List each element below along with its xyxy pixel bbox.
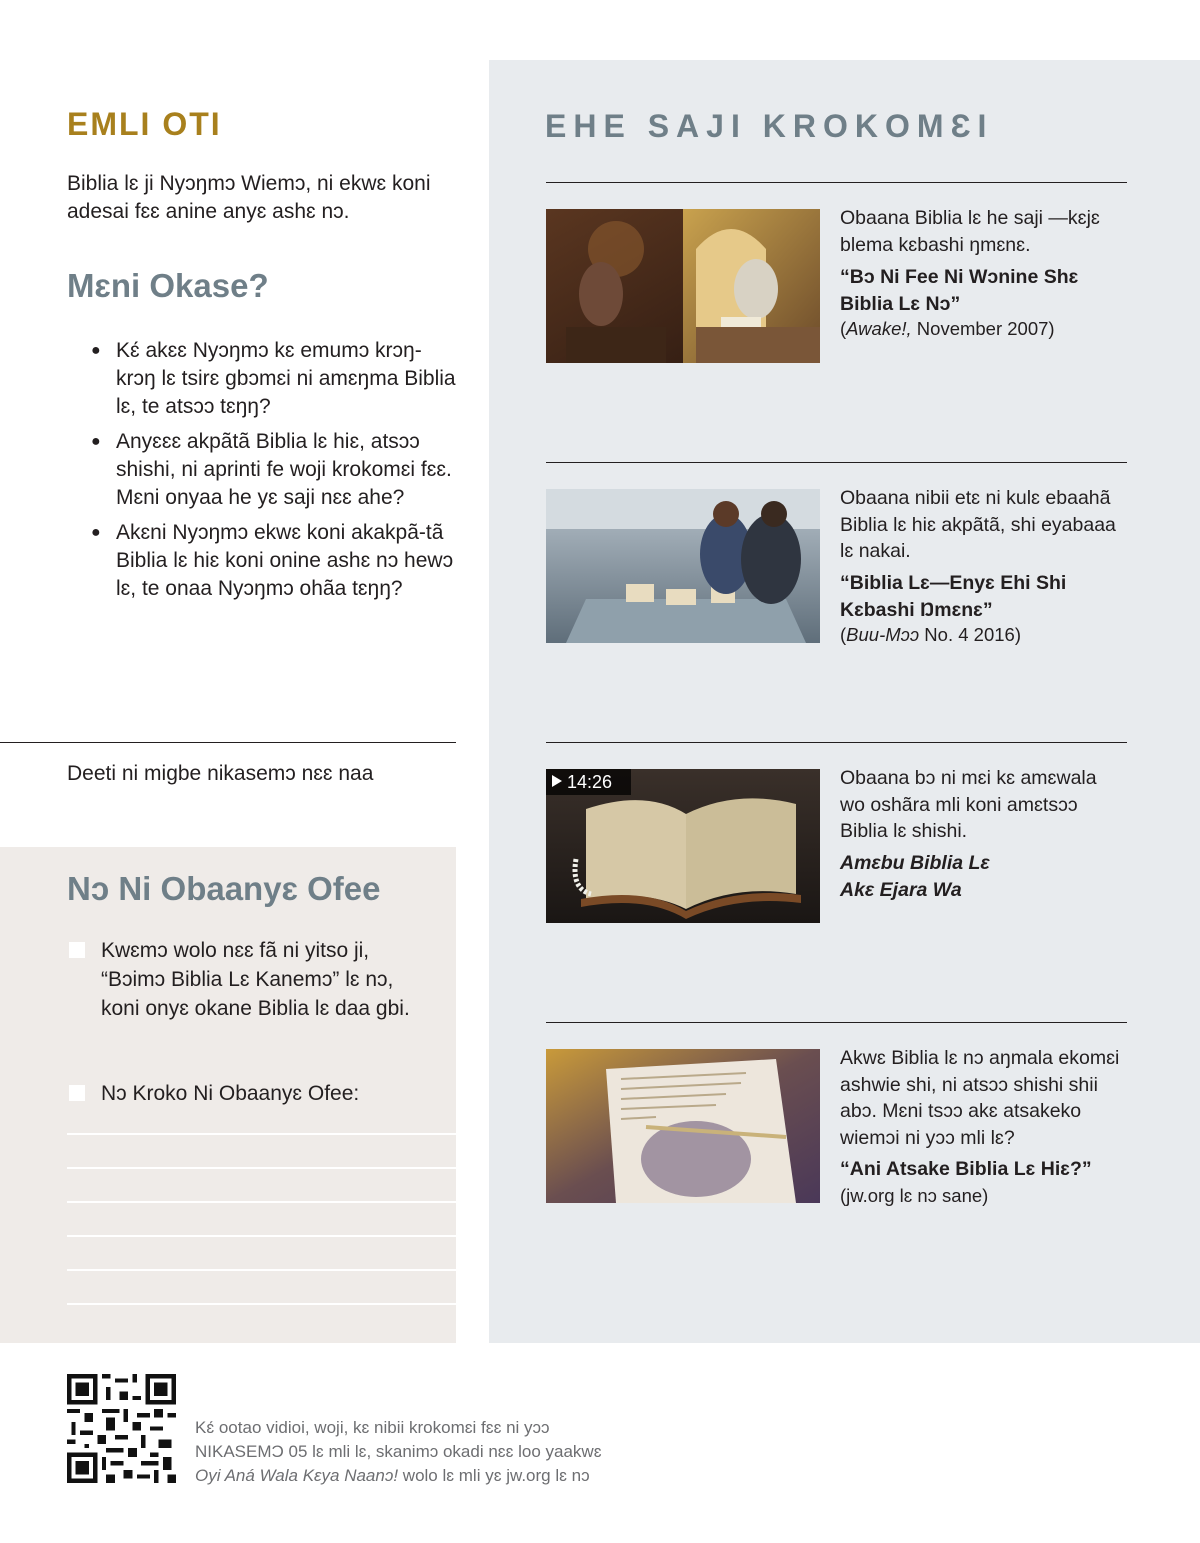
checkbox[interactable] [69, 942, 85, 958]
question-text: Akɛni Nyɔŋmɔ ekwɛ koni akakpã-tã Biblia lɛ hiɛ koni onine ashɛ nɔ hewɔ lɛ, te onaa Nyɔŋmɔ ohãa tɛŋŋ? [116, 521, 454, 600]
question-item [90, 428, 460, 512]
book-title: Oyi Aná Wala Kɛya Naanɔ! [195, 1466, 399, 1485]
manuscript-thumbnail[interactable] [546, 1049, 820, 1203]
question-text: Anyɛɛɛ akpãtã Biblia lɛ hiɛ, atsɔɔ shishi, ni aprinti fe woji krokomɛi fɛɛ. Mɛni onyaa he yɛ saji nɛɛ ahe? [116, 430, 452, 509]
date-completed-label: Deeti ni migbe nikasemɔ nɛɛ naa [67, 762, 374, 785]
summary-title: EMLI OTI [67, 106, 222, 142]
article-link[interactable]: “Bɔ Ni Fee Ni Wɔnine Shɛ Biblia Lɛ Nɔ” [840, 266, 1079, 315]
article-source: (Awake!, November 2007) [840, 318, 1055, 339]
item-description: Obaana Biblia lɛ he saji —kɛjɛ blema kɛbashi ŋmɛnɛ. [840, 207, 1100, 256]
question-text: Kɛ́ akɛɛ Nyɔŋmɔ kɛ emumɔ krɔŋ-krɔŋ lɛ tsirɛ gbɔmɛi ni amɛŋma Biblia lɛ, te atsɔɔ tɛŋŋ? [116, 339, 456, 418]
write-in-line[interactable] [67, 1235, 456, 1237]
write-in-line[interactable] [67, 1269, 456, 1271]
publication-issue: November 2007) [911, 318, 1055, 339]
try-item-text: Nɔ Kroko Ni Obaanyɛ Ofee: [101, 1082, 360, 1105]
question-item [90, 337, 460, 421]
qr-code[interactable] [67, 1374, 176, 1483]
divider [546, 742, 1127, 743]
video-duration-badge [546, 769, 631, 795]
try-item[interactable] [67, 936, 427, 1023]
bullet-icon: ● [91, 433, 101, 450]
divider [546, 182, 1127, 183]
summary-text: Biblia lɛ ji Nyɔŋmɔ Wiemɔ, ni ekwɛ koni adesai fɛɛ anine anyɛ ashɛ nɔ. [67, 172, 431, 223]
footer-line-3 [195, 1464, 715, 1488]
video-duration: 14:26 [567, 772, 613, 792]
try-item-text: Kwɛmɔ wolo nɛɛ fã ni yitso ji, “Bɔimɔ Biblia Lɛ Kanemɔ” lɛ nɔ, koni onyɛ okane Biblia lɛ daa gbi. [101, 939, 410, 1020]
divider [546, 1022, 1127, 1023]
item-description: Obaana bɔ ni mɛi kɛ amɛwala wo oshãra mli koni amɛtsɔɔ Biblia lɛ shishi. [840, 767, 1097, 842]
questions-title: Mɛni Okase? [67, 267, 269, 304]
video-thumbnail[interactable] [546, 769, 820, 923]
footer-line-1: Kɛ́ ootao vidioi, woji, kɛ nibii krokomɛi fɛɛ ni yɔɔ [195, 1418, 550, 1437]
footer-line-3-rest: wolo lɛ mli yɛ jw.org lɛ nɔ [398, 1466, 590, 1485]
museum-thumbnail[interactable] [546, 489, 820, 643]
checkbox[interactable] [69, 1085, 85, 1101]
publication-name: Awake!, [846, 318, 912, 339]
question-item [90, 519, 460, 603]
article-link[interactable]: “Ani Atsake Biblia Lɛ Hiɛ?” [840, 1158, 1092, 1180]
divider [0, 742, 456, 743]
write-in-line[interactable] [67, 1201, 456, 1203]
article-source: (Buu-Mɔɔ No. 4 2016) [840, 624, 1021, 645]
try-item[interactable] [67, 1079, 427, 1108]
video-link[interactable]: Amɛbu Biblia Lɛ Akɛ Ejara Wa [840, 852, 990, 901]
item-description: Akwɛ Biblia lɛ nɔ aŋmala ekomɛi ashwie shi, ni atsɔɔ shishi shii abɔ. Mɛni tsɔɔ akɛ atsakeko wiemɔi ni yɔɔ mli lɛ? [840, 1047, 1120, 1149]
bullet-icon: ● [91, 342, 101, 359]
explore-title: EHE SAJI KROKOMƐI [545, 108, 994, 144]
footer-text [195, 1416, 715, 1488]
publication-name: Buu-Mɔɔ [846, 624, 920, 645]
write-in-line[interactable] [67, 1133, 456, 1135]
write-in-line[interactable] [67, 1167, 456, 1169]
publication-issue: No. 4 2016) [919, 624, 1021, 645]
write-in-line[interactable] [67, 1303, 456, 1305]
play-icon [552, 775, 562, 787]
bullet-icon: ● [91, 524, 101, 541]
article-link[interactable]: “Biblia Lɛ—Enyɛ Ehi Shi Kɛbashi Ŋmɛnɛ” [840, 572, 1067, 621]
bible-history-thumbnail[interactable] [546, 209, 820, 363]
questions-list [90, 337, 460, 610]
try-title: Nɔ Ni Obaanyɛ Ofee [67, 870, 381, 907]
article-source: (jw.org lɛ nɔ sane) [840, 1185, 989, 1206]
item-description: Obaana nibii etɛ ni kulɛ ebaahã Biblia lɛ hiɛ akpãtã, shi eyabaaa lɛ nakai. [840, 487, 1116, 562]
footer-line-2: NIKASEMƆ 05 lɛ mli lɛ, skanimɔ okadi nɛɛ loo yaakwɛ [195, 1442, 602, 1461]
divider [546, 462, 1127, 463]
